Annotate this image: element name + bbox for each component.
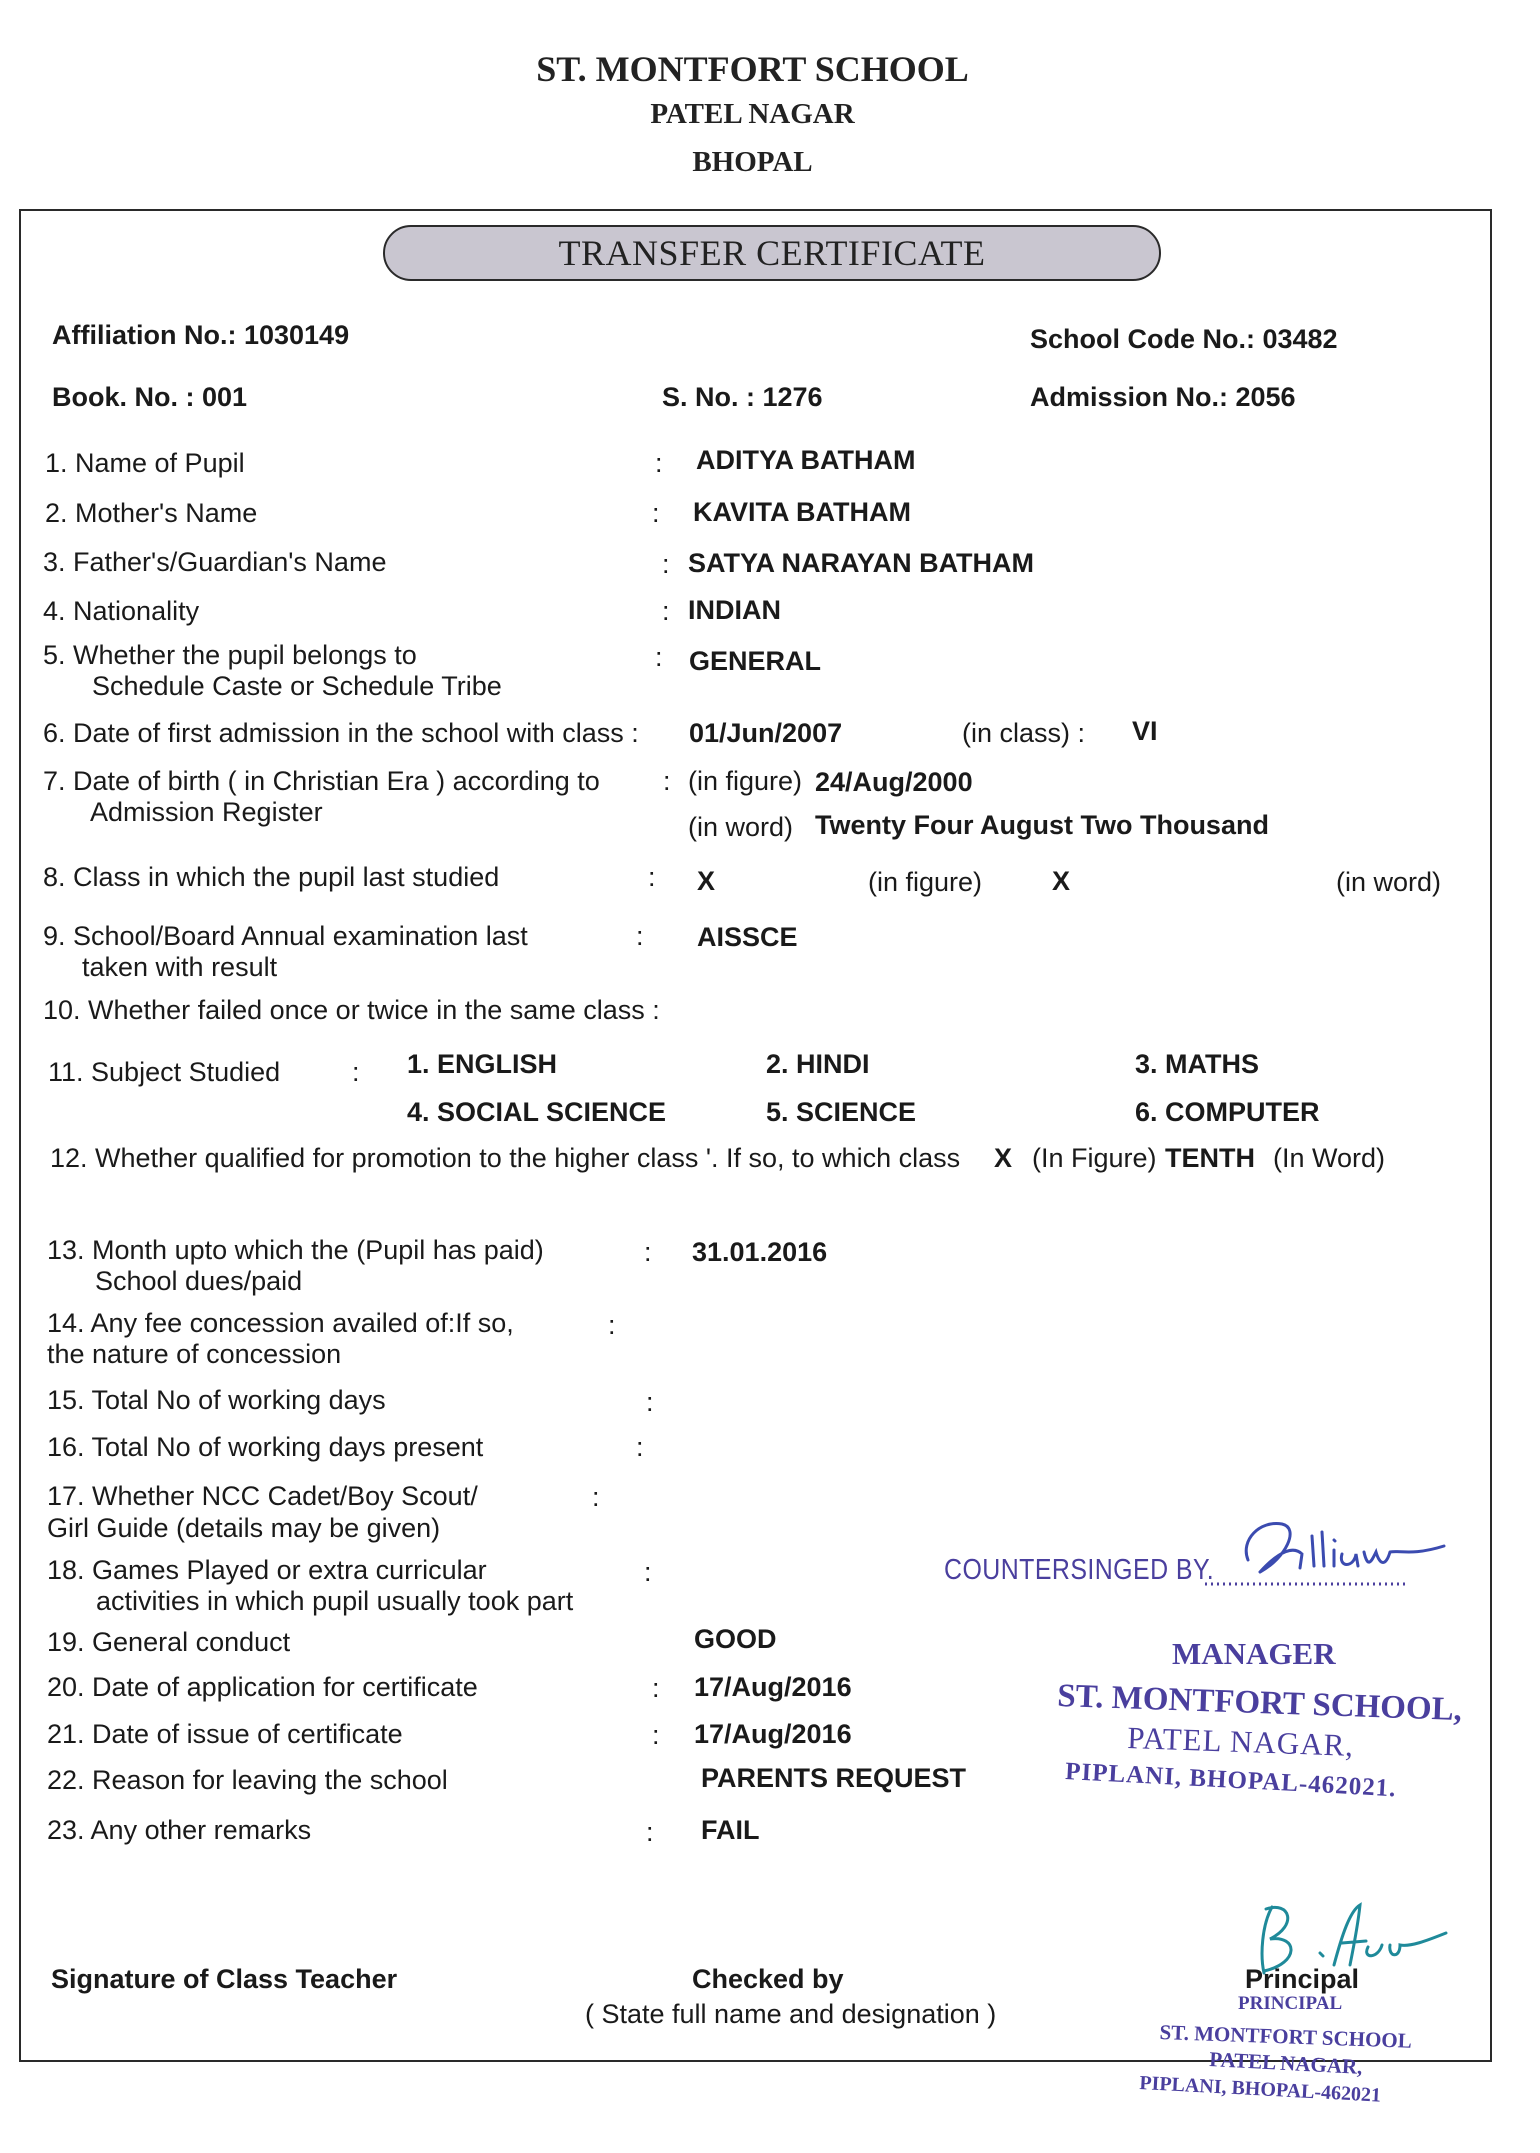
- principal-label: Principal: [1245, 1964, 1360, 1994]
- stamp-line: MANAGER: [1172, 1636, 1336, 1671]
- subject-item: 1. ENGLISH: [407, 1049, 558, 1079]
- item-10-label: 10. Whether failed once or twice in the same class :: [43, 995, 660, 1025]
- item-9-label-cont: taken with result: [82, 952, 278, 982]
- subject-item: 2. HINDI: [766, 1049, 870, 1079]
- countersigned-label: COUNTERSINGED BY.: [944, 1554, 1215, 1586]
- item-19-label: 19. General conduct: [47, 1627, 291, 1657]
- in-word-label: (In Word): [1273, 1143, 1386, 1173]
- other-remarks: FAIL: [701, 1815, 760, 1845]
- separator-colon: :: [662, 596, 670, 626]
- certificate-title: TRANSFER CERTIFICATE: [383, 225, 1161, 281]
- item-4-label: 4. Nationality: [43, 596, 200, 626]
- affiliation-number: Affiliation No.: 1030149: [52, 320, 350, 350]
- first-admission-date: 01/Jun/2007: [689, 718, 843, 748]
- item-2-label: 2. Mother's Name: [45, 498, 258, 528]
- separator-colon: :: [655, 448, 663, 478]
- principal-stamp-line: PATEL NAGAR,: [1208, 2047, 1364, 2079]
- separator-colon: :: [655, 642, 663, 672]
- item-14-label: 14. Any fee concession availed of:If so,: [47, 1308, 514, 1338]
- separator-colon: :: [644, 1237, 652, 1267]
- checked-by-note: ( State full name and designation ): [585, 1999, 997, 2029]
- serial-number: S. No. : 1276: [662, 382, 823, 412]
- item-6-label: 6. Date of first admission in the school with class :: [43, 718, 639, 748]
- separator-colon: :: [648, 862, 656, 892]
- stamp-line: ST. MONTFORT SCHOOL,: [1056, 1678, 1463, 1729]
- item-14-label-cont: the nature of concession: [47, 1339, 342, 1369]
- school-city: BHOPAL: [692, 146, 813, 178]
- separator-colon: :: [636, 921, 644, 951]
- item-13-label-cont: School dues/paid: [95, 1266, 303, 1296]
- item-20-label: 20. Date of application for certificate: [47, 1672, 478, 1702]
- item-9-label: 9. School/Board Annual examination last: [43, 921, 528, 951]
- separator-colon: :: [646, 1817, 654, 1847]
- item-13-label: 13. Month upto which the (Pupil has paid): [47, 1235, 544, 1265]
- subject-item: 6. COMPUTER: [1135, 1097, 1320, 1127]
- subject-item: 4. SOCIAL SCIENCE: [407, 1097, 667, 1127]
- principal-stamp-line: PRINCIPAL: [1238, 1993, 1343, 2014]
- checked-by-label: Checked by: [692, 1964, 844, 1994]
- general-conduct: GOOD: [694, 1624, 777, 1654]
- item-5-label-cont: Schedule Caste or Schedule Tribe: [92, 671, 502, 701]
- dues-paid-month: 31.01.2016: [692, 1237, 828, 1267]
- subject-item: 5. SCIENCE: [766, 1097, 917, 1127]
- leaving-reason: PARENTS REQUEST: [701, 1763, 967, 1793]
- nationality: INDIAN: [688, 595, 781, 625]
- item-8-label: 8. Class in which the pupil last studied: [43, 862, 500, 892]
- separator-colon: :: [644, 1557, 652, 1587]
- separator-colon: :: [636, 1432, 644, 1462]
- stamp-line: PIPLANI, BHOPAL-462021.: [1064, 1758, 1398, 1803]
- item-7-label: 7. Date of birth ( in Christian Era ) according to: [43, 766, 600, 796]
- subject-item: 3. MATHS: [1135, 1049, 1260, 1079]
- school-name: ST. MONTFORT SCHOOL: [536, 49, 969, 89]
- item-1-label: 1. Name of Pupil: [45, 448, 245, 478]
- item-3-label: 3. Father's/Guardian's Name: [43, 547, 387, 577]
- last-class-figure: X: [697, 866, 716, 896]
- last-class-word: X: [1052, 866, 1071, 896]
- promotion-class-word: TENTH: [1165, 1143, 1255, 1173]
- in-figure-label: (in figure): [868, 867, 983, 897]
- item-15-label: 15. Total No of working days: [47, 1385, 386, 1415]
- item-18-label: 18. Games Played or extra curricular: [47, 1555, 487, 1585]
- separator-colon: :: [663, 766, 671, 796]
- in-figure-label: (In Figure): [1032, 1143, 1157, 1173]
- separator-colon: :: [608, 1310, 616, 1340]
- item-17-label: 17. Whether NCC Cadet/Boy Scout/: [47, 1481, 478, 1511]
- school-locality: PATEL NAGAR: [650, 98, 855, 130]
- principal-stamp-line: ST. MONTFORT SCHOOL: [1159, 2020, 1413, 2053]
- in-word-label: (in word): [1336, 867, 1442, 897]
- separator-colon: :: [652, 498, 660, 528]
- admission-class: VI: [1132, 716, 1158, 746]
- class-teacher-signature: Signature of Class Teacher: [51, 1964, 398, 1994]
- item-22-label: 22. Reason for leaving the school: [47, 1765, 448, 1795]
- promotion-class-figure: X: [994, 1143, 1013, 1173]
- dob-figure: 24/Aug/2000: [815, 767, 973, 797]
- father-name: SATYA NARAYAN BATHAM: [688, 548, 1035, 578]
- admission-number: Admission No.: 2056: [1030, 382, 1296, 412]
- separator-colon: :: [662, 549, 670, 579]
- item-17-label-cont: Girl Guide (details may be given): [47, 1513, 441, 1543]
- mother-name: KAVITA BATHAM: [693, 497, 911, 527]
- separator-colon: :: [352, 1057, 360, 1087]
- school-code: School Code No.: 03482: [1030, 324, 1338, 354]
- dob-word-label: (in word): [688, 812, 794, 842]
- pupil-name: ADITYA BATHAM: [696, 445, 916, 475]
- in-class-label: (in class) :: [962, 718, 1086, 748]
- caste-category: GENERAL: [689, 646, 822, 676]
- application-date: 17/Aug/2016: [694, 1672, 852, 1702]
- manager-signature: [1230, 1510, 1460, 1590]
- stamp-line: PATEL NAGAR,: [1126, 1720, 1355, 1763]
- separator-colon: :: [592, 1482, 600, 1512]
- separator-colon: :: [652, 1673, 660, 1703]
- item-18-label-cont: activities in which pupil usually took part: [96, 1586, 574, 1616]
- item-16-label: 16. Total No of working days present: [47, 1432, 484, 1462]
- item-11-label: 11. Subject Studied: [48, 1057, 281, 1087]
- book-number: Book. No. : 001: [52, 382, 248, 412]
- separator-colon: :: [646, 1387, 654, 1417]
- principal-stamp-line: PIPLANI, BHOPAL-462021: [1138, 2072, 1382, 2107]
- issue-date: 17/Aug/2016: [694, 1719, 852, 1749]
- item-23-label: 23. Any other remarks: [47, 1815, 312, 1845]
- item-7-label-cont: Admission Register: [90, 797, 323, 827]
- item-21-label: 21. Date of issue of certificate: [47, 1719, 403, 1749]
- separator-colon: :: [652, 1720, 660, 1750]
- dob-word: Twenty Four August Two Thousand: [815, 810, 1269, 840]
- item-12-label: 12. Whether qualified for promotion to the higher class '. If so, to which class: [50, 1143, 961, 1173]
- item-5-label: 5. Whether the pupil belongs to: [43, 640, 417, 670]
- dob-figure-label: (in figure): [688, 766, 803, 796]
- exam-result: AISSCE: [697, 922, 798, 952]
